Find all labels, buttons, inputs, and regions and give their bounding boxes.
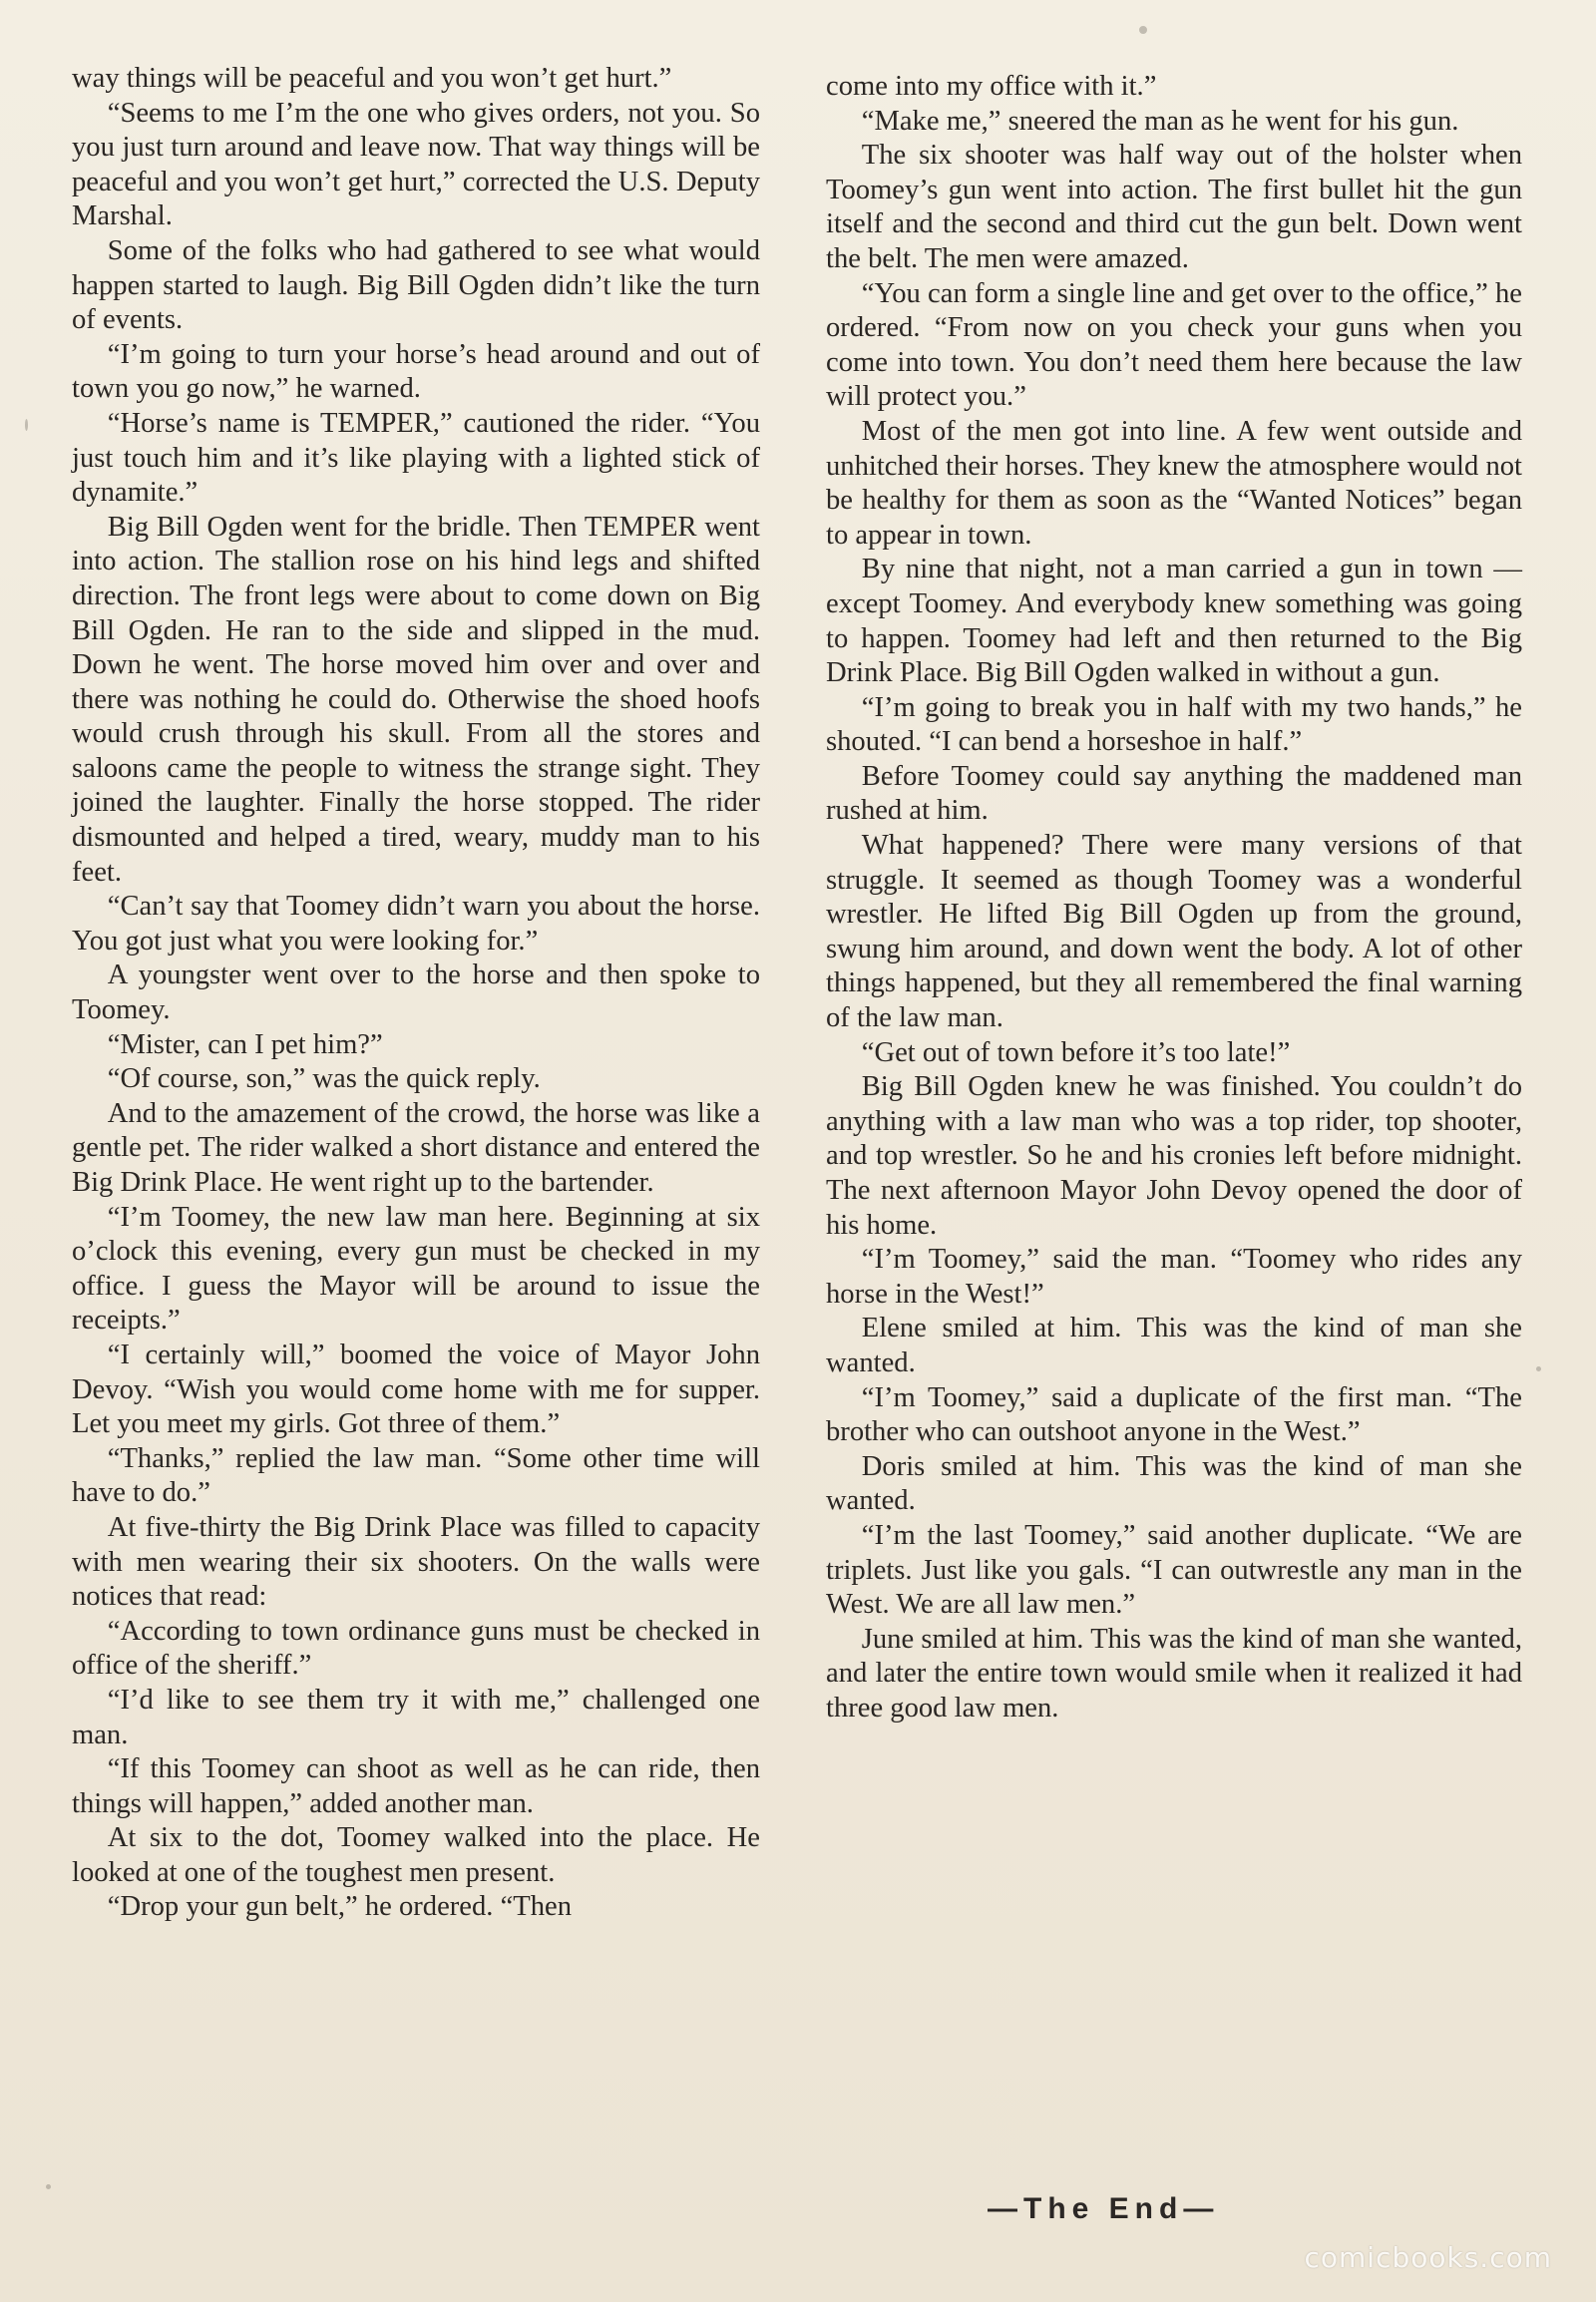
paragraph: “Drop your gun belt,” he ordered. “Then	[107, 1891, 573, 1923]
paragraph: “I’m going to turn your horse’s head around and out of town you go now,” he warned.	[72, 338, 760, 405]
paragraph: A youngster went over to the horse and then spoke to Toomey.	[72, 959, 760, 1026]
paragraph: “According to town ordinance guns must be checked in office of the sheriff.”	[72, 1615, 760, 1682]
paragraph: Doris smiled at him. This was the kind of man she wanted.	[826, 1450, 1522, 1517]
paragraph: “Get out of town before it’s too late!”	[861, 1036, 1291, 1068]
paragraph: Big Bill Ogden knew he was finished. You couldn’t do anything with a law man who was a top rider, top shooter, and top wrestler. So he and his cronies left before midnight. The next afternoon Mayor John Devoy opened the door of his home.	[826, 1071, 1522, 1241]
paragraph: “I’m Toomey,” said a duplicate of the first man. “The brother who can outshoot anyone in the West.”	[826, 1381, 1522, 1448]
paragraph: June smiled at him. This was the kind of man she wanted, and later the entire town would smile when it realized it had three good law men.	[826, 1623, 1522, 1724]
paragraph: “Thanks,” replied the law man. “Some other time will have to do.”	[72, 1442, 760, 1509]
paragraph: At five-thirty the Big Drink Place was filled to capacity with men wearing their six shooters. On the walls were notices that read:	[72, 1511, 760, 1613]
paragraph: “I’m Toomey,” said the man. “Toomey who rides any horse in the West!”	[826, 1244, 1522, 1310]
paragraph: “Make me,” sneered the man as he went for his gun.	[861, 105, 1459, 137]
paragraph: At six to the dot, Toomey walked into the place. He looked at one of the toughest men present.	[72, 1822, 760, 1888]
the-end-label: —The End—	[988, 2192, 1220, 2225]
paragraph: “Mister, can I pet him?”	[107, 1028, 383, 1060]
print-speck	[25, 419, 28, 431]
paragraph: come into my office with it.”	[826, 71, 1157, 102]
watermark: comicbooks.com	[1304, 2241, 1552, 2274]
print-speck	[1139, 26, 1147, 34]
paragraph: Most of the men got into line. A few went outside and unhitched their horses. They knew the atmosphere would not be healthy for them as soon as the “Wanted Notices” began to appear in town.	[826, 415, 1522, 551]
paragraph: “Seems to me I’m the one who gives orders, not you. So you just turn around and leave now. That way things will be peaceful and you won’t get hurt,” corrected the U.S. Deputy Marshal.	[72, 97, 760, 232]
paragraph: “If this Toomey can shoot as well as he can ride, then things will happen,” added another man.	[72, 1753, 760, 1819]
paragraph: Elene smiled at him. This was the kind of man she wanted.	[826, 1313, 1522, 1378]
print-speck	[46, 2184, 51, 2189]
paragraph: “I’m the last Toomey,” said another duplicate. “We are triplets. Just like you gals. “I can outwrestle any man in the West. We are all law men.”	[826, 1519, 1522, 1621]
paragraph: The six shooter was half way out of the holster when Toomey’s gun went into action. The first bullet hit the gun itself and the second and third cut the gun belt. Down went the belt. The men were amazed.	[826, 140, 1522, 274]
paragraph: “I’d like to see them try it with me,” challenged one man.	[72, 1684, 760, 1750]
paragraph: Big Bill Ogden went for the bridle. Then TEMPER went into action. The stallion rose on his hind legs and shifted direction. The front legs were about to come down on Big Bill Ogden. He ran to the side and slipped in the mud. Down he went. The horse moved him over and over and there was nothing he could do. Otherwise the shoed hoofs would crush through his skull. From all the stores and saloons came the people to witness the strange sight. They joined the laughter. Finally the horse stopped. The rider dismounted and helped a tired, weary, muddy man to his feet.	[72, 511, 760, 888]
paragraph: way things will be peaceful and you won’t get hurt.”	[72, 63, 672, 94]
paragraph: “I’m going to break you in half with my two hands,” he shouted. “I can bend a horseshoe in half.”	[826, 691, 1522, 758]
paragraph: Some of the folks who had gathered to see what would happen started to laugh. Big Bill Ogden didn’t like the turn of events.	[72, 234, 760, 336]
paragraph: Before Toomey could say anything the maddened man rushed at him.	[826, 760, 1522, 827]
paragraph: What happened? There were many versions of that struggle. It seemed as though Toomey was a wonderful wrestler. He lifted Big Bill Ogden up from the ground, swung him around, and down went the body. A lot of other things happened, but they all remembered the final warning of the law man.	[826, 830, 1522, 1034]
paragraph: “I certainly will,” boomed the voice of Mayor John Devoy. “Wish you would come home with me for supper. Let you meet my girls. Got three of them.”	[72, 1339, 760, 1440]
paragraph: “I’m Toomey, the new law man here. Beginning at six o’clock this evening, every gun must be checked in my office. I guess the Mayor will be around to issue the receipts.”	[72, 1201, 760, 1337]
paragraph: “Can’t say that Toomey didn’t warn you about the horse. You got just what you were looking for.”	[72, 891, 760, 957]
print-speck	[1536, 1366, 1541, 1371]
left-text-column	[72, 62, 760, 1925]
paragraph: “Horse’s name is TEMPER,” cautioned the rider. “You just touch him and it’s like playing with a lighted stick of dynamite.”	[72, 407, 760, 509]
paragraph: “You can form a single line and get over to the office,” he ordered. “From now on you check your guns when you come into town. You don’t need them here because the law will protect you.”	[826, 277, 1522, 413]
paragraph: And to the amazement of the crowd, the horse was like a gentle pet. The rider walked a short distance and entered the Big Drink Place. He went right up to the bartender.	[72, 1097, 760, 1198]
paragraph: “Of course, son,” was the quick reply.	[107, 1063, 541, 1095]
paragraph: By nine that night, not a man carried a gun in town — except Toomey. And everybody knew something was going to happen. Toomey had left and then returned to the Big Drink Place. Big Bill Ogden walked in without a gun.	[826, 554, 1522, 689]
right-text-column	[826, 70, 1522, 1726]
